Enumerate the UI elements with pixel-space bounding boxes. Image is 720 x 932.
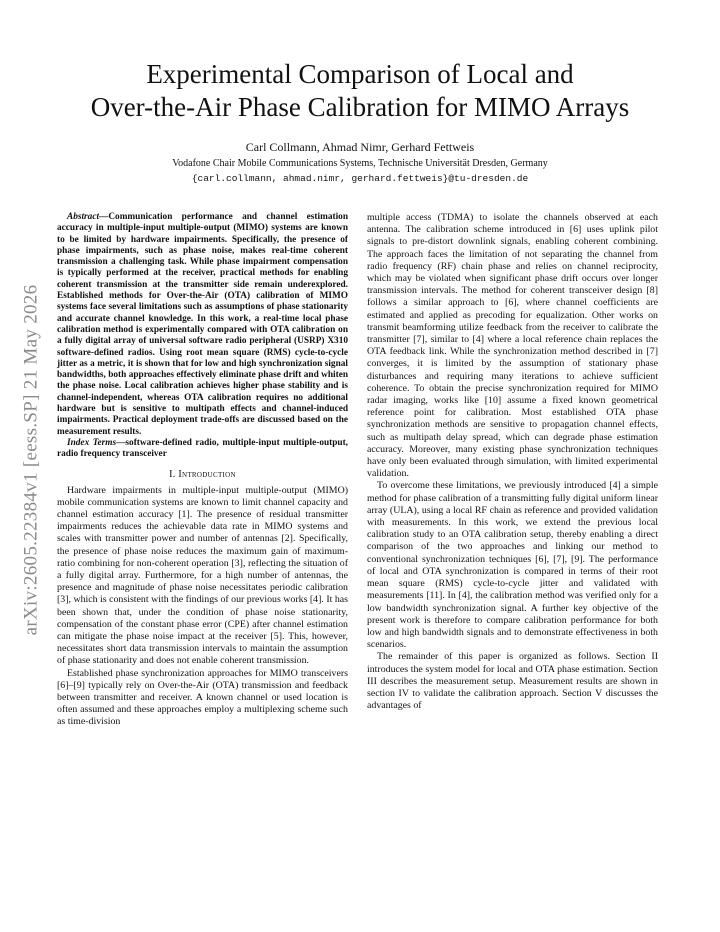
- arxiv-identifier-text: arXiv:2605.22384v1 [eess.SP] 21 May 2026: [20, 284, 41, 636]
- index-terms: [57, 438, 348, 461]
- index-terms-text: —software-defined radio, multiple-input multiple-output, radio frequency transceiver: [57, 437, 348, 460]
- author-names: Carl Collmann, Ahmad Nimr, Gerhard Fettweis: [245, 140, 475, 154]
- left-column: [57, 212, 348, 729]
- abstract: [57, 212, 348, 438]
- paper-title-line-2: Over-the-Air Phase Calibration for MIMO Arrays: [90, 92, 630, 122]
- abstract-text: —Communication performance and channel estimation accuracy in multiple-input multiple-output (MIMO) systems are known to be limited by hardware impairments. Specifically, the presence of phase impairments, such as phase noise, makes real-time coherent transmission a challenging task. While phase impairment compensation is typically performed at the receiver, practical methods for enabling coherent transmission at the transmitter side remain underexplored. Established methods for Over-the-Air (OTA) calibration of MIMO systems face several limitations such as assumptions of phase stationarity and accurate channel knowledge. In this work, a real-time local phase calibration method is experimentally compared with OTA calibration on a fully digital array of universal software radio peripheral (USRP) X310 software-defined radios. Using root mean square (RMS) cycle-to-cycle jitter as a metric, it is shown that for low and high synchronization signal bandwidths, both approaches effectively eliminate phase drift and whiten the phase noise. Local calibration achieves higher phase stability and is channel-independent, whereas OTA calibration requires no additional hardware but is sensitive to multipath effects and channel-induced impairments. Practical deployment trade-offs are discussed based on the measurement results.: [57, 212, 348, 437]
- intro-paragraph-1: Hardware impairments in multiple-input multiple-output (MIMO) mobile communication systems are known to limit channel capacity and channel estimation accuracy [1]. The presence of residual transmitter impairments reduces the achievable data rate in MIMO systems and scales with transmitter power and number of antennas [2]. Specifically, the presence of phase noise reduces the maximum gain of maximum-ratio combining for non-coherent operation [3], reflecting the situation of a fully digital array. Furthermore, for a high number of antennas, the presence and magnitude of phase noise necessitates periodic calibration [3], which is consistent with the findings of our previous works [4]. It has been shown that, under the condition of phase noise stationarity, compensation of the constant phase error (CPE) after channel estimation can mitigate the phase noise impact at the receiver [5]. This, however, necessitates short data transmission intervals to maintain the assumption of phase stationarity and does not enable coherent transmission.: [57, 484, 348, 667]
- intro-paragraph-5: The remainder of this paper is organized as follows. Section II introduces the system model for local and OTA phase estimation. Section III describes the measurement setup. Measurement results are shown in section IV to validate the calibration approach. Section V discusses the advantages of: [367, 651, 658, 712]
- author-emails: {carl.collmann, ahmad.nimr, gerhard.fettweis}@tu-dresden.de: [191, 173, 529, 184]
- index-terms-label: Index Terms: [67, 437, 117, 448]
- author-block: [60, 140, 660, 185]
- intro-paragraph-4: To overcome these limitations, we previously introduced [4] a simple method for phase calibration of a transmitting fully digital uniform linear array (ULA), using a local RF chain as reference and provided validation with measurements. In this work, we extend the previous local calibration study to an OTA calibration setup, thereby enabling a direct comparison of the two approaches and linking our method to conventional synchronization techniques [6], [7], [9]. The performance of local and OTA synchronization is compared in terms of their root mean square (RMS) cycle-to-cycle jitter and validated with measurements [11]. In [4], the calibration method was verified only for a low bandwidth synchronization signal. A further key objective of the present work is therefore to compare calibration performance for both low and high bandwidth signals and to demonstrate effectiveness in both scenarios.: [367, 480, 658, 651]
- section-numeral: I.: [169, 468, 176, 480]
- intro-paragraph-2: Established phase synchronization approaches for MIMO transceivers [6]–[9] typically rely on Over-the-Air (OTA) transmission and feedback between transmitter and receiver. A known channel or used location is often assumed and these approaches employ a multiplexing scheme such as time-division: [57, 667, 348, 728]
- intro-paragraph-3: multiple access (TDMA) to isolate the channels observed at each antenna. The calibration scheme introduced in [6] uses uplink pilot signals to pre-distort downlink signals, enabling coherent combining. The approach faces the limitation of not separating the channel from radio frequency (RF) chain phase and relies on channel reciprocity, which may be violated when significant phase drift occurs over longer transmission intervals. The method for coherent transceiver design [8] follows a similar approach to [6], where channel coefficients are estimated and applied as precoding for equalization. Other works on transmit beamforming utilize feedback from the receiver to calibrate the transmitter [7], similar to [4] where a local reference chain replaces the OTA feedback link. While the synchronization method described in [7] converges, it is limited by the assumption of stationary phase disturbances and requiring many iterations to achieve sufficient coherence. To obtain the precise synchronization required for MIMO radar imaging, works like [10] assume a fixed known geometrical reference point for calibration. Most established OTA phase synchronization methods are sensitive to propagation channel effects, such as multipath delay spread, which can degrade phase estimation accuracy. Moreover, many existing phase synchronization techniques have only been evaluated through simulation, with limited experimental validation.: [367, 212, 658, 480]
- abstract-label: Abstract: [67, 212, 100, 222]
- author-affiliation: Vodafone Chair Mobile Communications Systems, Technische Universität Dresden, Germany: [172, 158, 548, 169]
- section-title: Introduction: [178, 468, 236, 480]
- paper-title-line-1: Experimental Comparison of Local and: [146, 59, 574, 89]
- section-heading-introduction: [57, 469, 348, 481]
- paper-title: [60, 58, 660, 124]
- right-column: [367, 212, 658, 712]
- arxiv-identifier: [6, 250, 56, 670]
